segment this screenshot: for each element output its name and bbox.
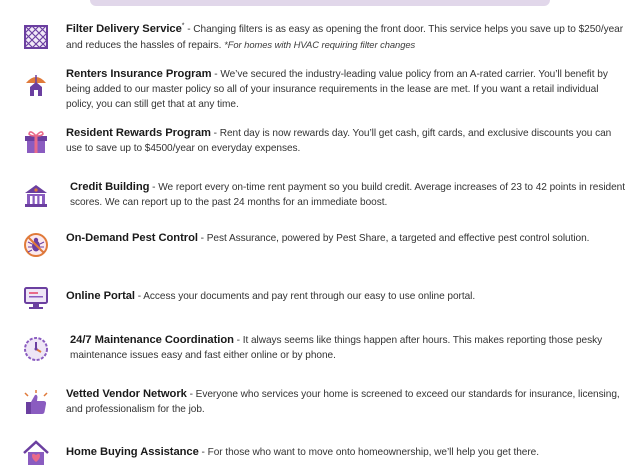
- asterisk-marker: *: [181, 22, 185, 30]
- item-description: For those who want to move onto homeownership, we’ll help you get there.: [207, 447, 539, 458]
- item-text: [66, 22, 626, 53]
- umbrella-house-icon: [22, 71, 50, 99]
- item-title: Resident Rewards Program: [66, 127, 211, 139]
- item-title: Home Buying Assistance: [66, 446, 199, 458]
- item-text: [66, 126, 626, 156]
- separator: -: [134, 291, 144, 302]
- separator: -: [210, 128, 220, 139]
- item-text: [66, 67, 626, 112]
- gift-icon: [22, 128, 50, 156]
- item-text: [70, 333, 630, 363]
- item-title: Credit Building: [70, 181, 150, 193]
- item-description: Pest Assurance, powered by Pest Share, a targeted and effective pest control solution.: [206, 233, 590, 244]
- item-description: We’ve secured the industry-leading value policy from an A-rated carrier. You’ll benefit by being added to our master policy so all of your insurance requirements in the lease are met. If you want a retail individual policy, you can still get that at any time.: [66, 69, 608, 110]
- item-description: We report every on-time rent payment so you build credit. Average increases of 23 to 42 points in resident scores. We can report up to the past 24 months for an immediate boost.: [70, 182, 625, 208]
- item-text: [66, 387, 626, 417]
- separator: -: [149, 182, 159, 193]
- item-description: Changing filters is as easy as opening the front door. This service helps you save up to $250/year and reduces the hassles of repairs.: [66, 24, 624, 51]
- separator: -: [233, 335, 243, 346]
- item-description: It always seems like things happen after hours. This makes reporting those pesky maintenance issues easy and fast either online or by phone.: [70, 335, 603, 361]
- separator: -: [186, 389, 196, 400]
- no-pest-icon: [22, 231, 50, 259]
- item-description: Access your documents and pay rent through our easy to use online portal.: [143, 291, 476, 302]
- item-text: [66, 445, 626, 460]
- top-decoration: [90, 0, 550, 6]
- item-description: Rent day is now rewards day. You’ll get cash, gift cards, and exclusive discounts you can use to save up to $4500/year on everyday expenses.: [66, 128, 612, 154]
- separator: -: [198, 447, 208, 458]
- credit-building-icon: [22, 181, 50, 209]
- item-title: On-Demand Pest Control: [66, 232, 198, 244]
- item-title: Filter Delivery Service: [66, 23, 182, 35]
- item-text: [70, 180, 630, 210]
- thumbs-up-icon: [22, 389, 50, 417]
- home-icon: [22, 439, 50, 467]
- separator: -: [184, 24, 194, 35]
- item-footnote: *For homes with HVAC requiring filter changes: [224, 39, 416, 50]
- clock-icon: [22, 335, 50, 363]
- computer-icon: [22, 284, 50, 312]
- item-title: Vetted Vendor Network: [66, 388, 187, 400]
- item-text: [66, 289, 626, 304]
- item-description: Everyone who services your home is screened to exceed our standards for insurance, licensing, and professionalism for the job.: [66, 389, 620, 415]
- separator: -: [197, 233, 207, 244]
- item-title: Renters Insurance Program: [66, 68, 212, 80]
- item-text: [66, 231, 626, 246]
- item-title: Online Portal: [66, 290, 135, 302]
- separator: -: [211, 69, 221, 80]
- filter-icon: [22, 23, 50, 51]
- item-title: 24/7 Maintenance Coordination: [70, 334, 234, 346]
